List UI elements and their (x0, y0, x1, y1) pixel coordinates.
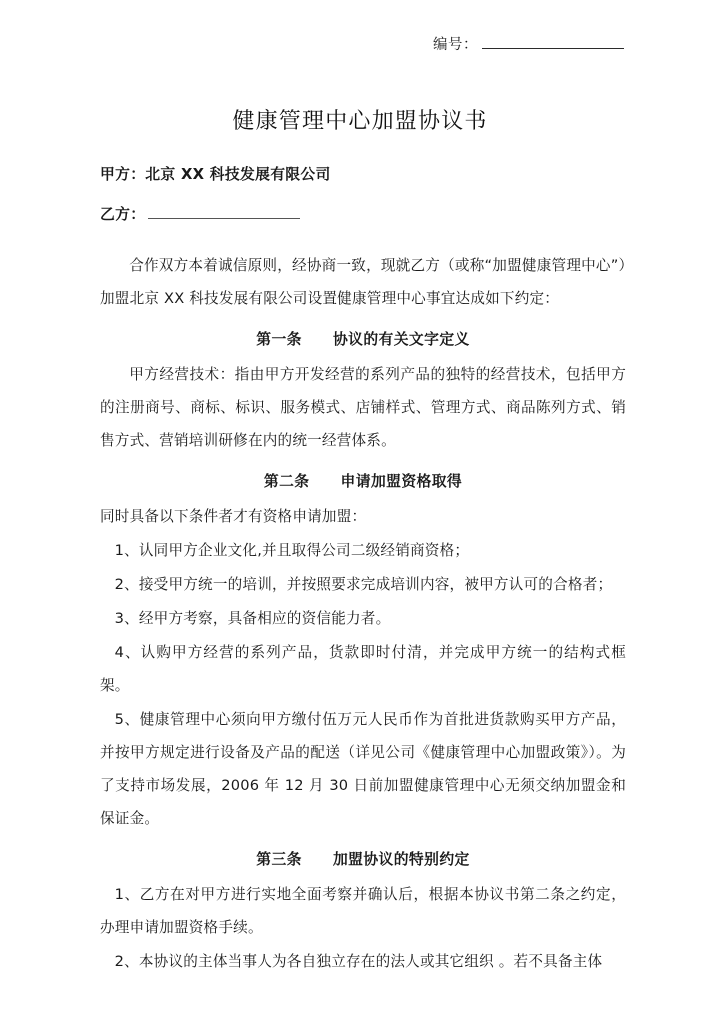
party-b-label: 乙方： (100, 205, 146, 223)
section-3-title: 加盟协议的特别约定 (332, 850, 470, 868)
party-line-second (100, 205, 626, 223)
preamble-paragraph: 合作双方本着诚信原则，经协商一致，现就乙方（或称“加盟健康管理中心”）加盟北京 XX 科技发展有限公司设置健康管理中心事宜达成如下约定： (100, 256, 626, 307)
party-a-label: 甲方： (100, 166, 146, 183)
document-title: 健康管理中心加盟协议书 (232, 109, 488, 134)
section-2-number: 第二条 (263, 472, 310, 490)
section-3-item-2: 2、本协议的主体当事人为各自独立存在的法人或其它组织 。若不具备主体 (114, 952, 603, 970)
party-line-first (100, 168, 626, 183)
section-heading-3 (100, 844, 626, 875)
section-heading-2 (100, 466, 626, 497)
section-2-item-3: 3、经甲方考察，具备相应的资信能力者。 (114, 609, 391, 627)
section-3-item-1: 1、乙方在对甲方进行实地全面考察并确认后，根据本协议书第二条之约定，办理申请加盟资格手续。 (100, 885, 626, 936)
section-2-intro: 同时具备以下条件者才有资格申请加盟： (100, 507, 367, 525)
section-1-number: 第一条 (256, 330, 302, 348)
document-number-row (100, 33, 624, 54)
section-2-item-2: 2、接受甲方统一的培训，并按照要求完成培训内容，被甲方认可的合格者； (114, 575, 613, 593)
section-2-item-5: 5、健康管理中心须向甲方缴付伍万元人民币作为首批进货款购买甲方产品，并按甲方规定进行设备及产品的配送（详见公司《健康管理中心加盟政策》）。为了支持市场发展，2006 年 12 月 30 日前加盟健康管理中心无须交纳加盟金和保证金。 (100, 710, 626, 827)
section-1-paragraph: 甲方经营技术：指由甲方开发经营的系列产品的独特的经营技术，包括甲方的注册商号、商标、标识、服务模式、店铺样式、管理方式、商品陈列方式、销售方式、营销培训研修在内的统一经营体系。 (100, 365, 626, 449)
section-2-item-4: 4、认购甲方经营的系列产品，货款即时付清，并完成甲方统一的结构式框架。 (100, 643, 626, 694)
document-number-blank-field[interactable] (482, 35, 624, 49)
section-2-title: 申请加盟资格取得 (340, 472, 463, 490)
document-number-label: 编号： (433, 37, 478, 53)
section-1-title: 协议的有关文字定义 (332, 330, 470, 348)
section-heading-1 (100, 324, 626, 355)
party-b-blank-field[interactable] (148, 205, 300, 219)
document-body (100, 168, 626, 979)
section-3-number: 第三条 (256, 850, 302, 868)
party-a-value: 北京 XX 科技发展有限公司 (145, 166, 331, 183)
section-2-item-1: 1、认同甲方企业文化,并且取得公司二级经销商资格； (114, 541, 470, 559)
